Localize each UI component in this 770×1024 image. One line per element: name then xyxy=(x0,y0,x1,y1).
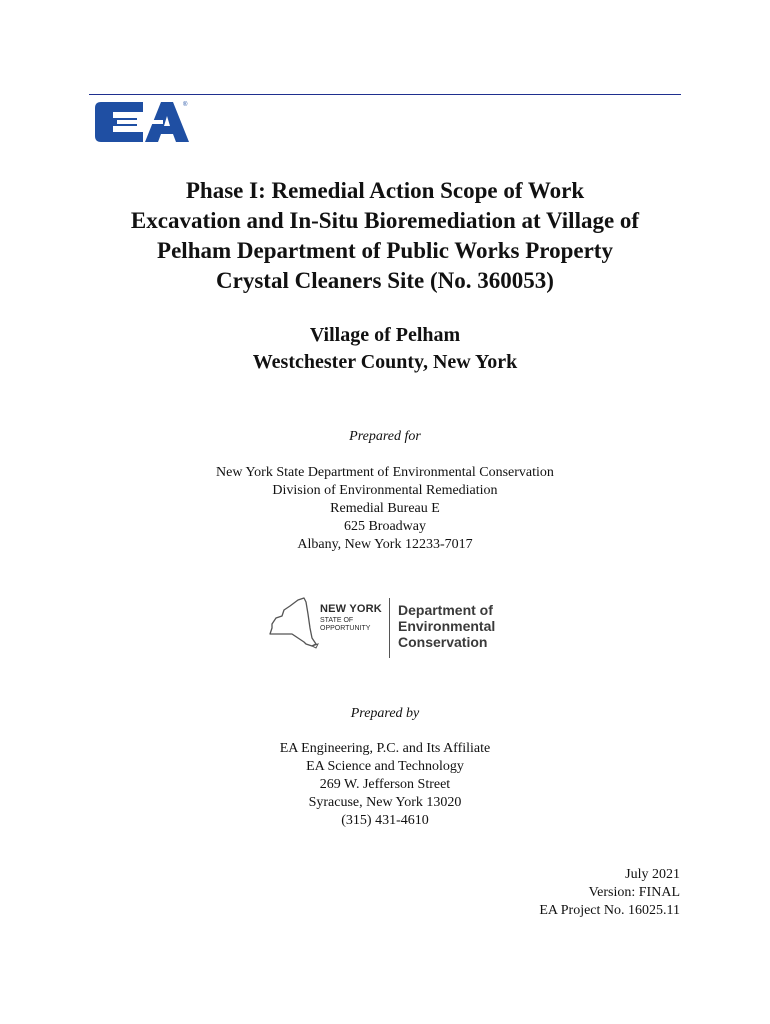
address-line: Remedial Bureau E xyxy=(330,501,440,516)
department-line: Department of xyxy=(398,602,493,618)
address-line: New York State Department of Environmental Conservation xyxy=(216,465,554,480)
address-line: Division of Environmental Remediation xyxy=(272,483,498,498)
logo-divider xyxy=(389,598,390,658)
document-title xyxy=(60,176,710,296)
address-line: EA Engineering, P.C. and Its Affiliate xyxy=(279,741,491,756)
address-line: (315) 431-4610 xyxy=(341,813,429,828)
address-line: Albany, New York 12233-7017 xyxy=(297,537,473,552)
tagline-line: OPPORTUNITY xyxy=(320,625,371,632)
state-tagline xyxy=(320,617,370,633)
address-line: 625 Broadway xyxy=(343,519,427,534)
document-date: July 2021 xyxy=(625,867,680,882)
department-line: Conservation xyxy=(398,634,488,650)
title-line: Phase I: Remedial Action Scope of Work xyxy=(185,178,585,203)
address-line: 269 W. Jefferson Street xyxy=(319,777,451,792)
prepared-by-label: Prepared by xyxy=(350,706,420,721)
tagline-line: STATE OF xyxy=(320,617,354,624)
title-line: Pelham Department of Public Works Property xyxy=(157,238,613,263)
address-line: EA Science and Technology xyxy=(306,759,464,774)
new-york-wordmark: NEW YORK xyxy=(320,603,382,615)
department-name xyxy=(398,602,495,650)
registered-mark: ® xyxy=(183,102,188,108)
preparer-address xyxy=(60,740,710,830)
address-line: Syracuse, New York 13020 xyxy=(308,795,462,810)
document-info xyxy=(539,866,680,920)
department-line: Environmental xyxy=(398,618,496,634)
title-line: Excavation and In-Situ Bioremediation at Village of xyxy=(130,208,640,233)
header-rule xyxy=(89,94,681,95)
project-number: EA Project No. 16025.11 xyxy=(539,903,680,918)
site-location xyxy=(60,322,710,376)
title-line: Crystal Cleaners Site (No. 360053) xyxy=(216,268,554,293)
prepared-for-label: Prepared for xyxy=(349,429,421,444)
nys-dec-logo xyxy=(268,594,508,660)
document-version: Version: FINAL xyxy=(588,885,680,900)
location-line: Westchester County, New York xyxy=(252,351,518,373)
location-line: Village of Pelham xyxy=(309,324,461,346)
recipient-address xyxy=(60,464,710,554)
ea-logo xyxy=(93,98,191,146)
new-york-state-outline-icon xyxy=(268,594,320,660)
